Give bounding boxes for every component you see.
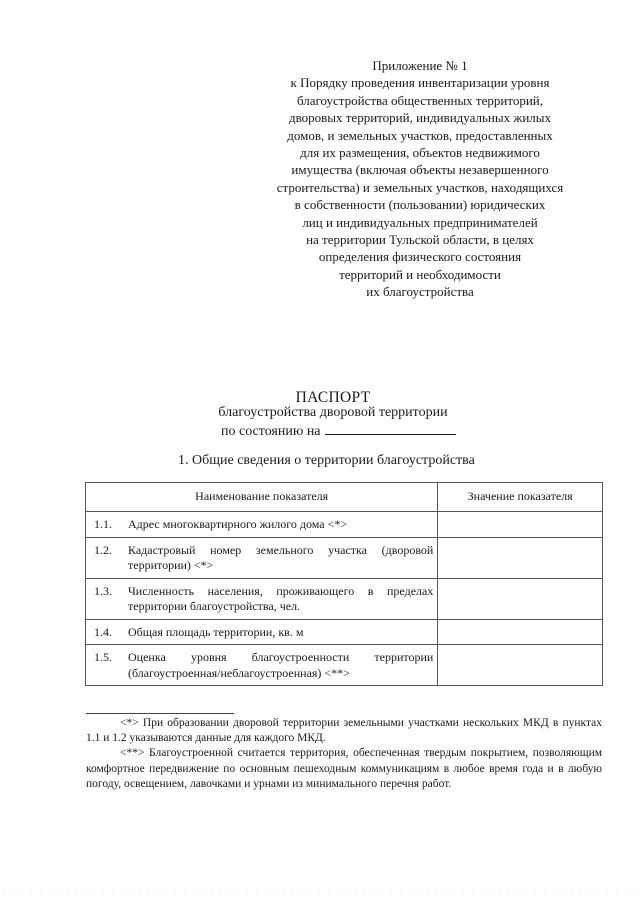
header-indicator-name: Наименование показателя [86, 483, 438, 512]
annex-line: определения физического состояния [318, 249, 522, 265]
section-heading: 1. Общие сведения о территории благоустройства [178, 453, 475, 468]
annex-line: к Порядку проведения инвентаризации уровня [290, 75, 550, 91]
annex-line: лиц и индивидуальных предпринимателей [302, 214, 538, 230]
row-number: 1.1. [94, 517, 112, 531]
row-label: Численность населения, проживающего в пределах территории благоустройства, чел. [128, 583, 434, 613]
table-row [86, 619, 603, 645]
annex-line: их благоустройства [366, 284, 474, 300]
as-of-date-line [221, 422, 456, 440]
indicator-cell [86, 619, 438, 645]
annex-line: Приложение № 1 [372, 58, 468, 73]
header-indicator-value: Значение показателя [438, 483, 603, 512]
footnotes [86, 716, 602, 792]
row-label: Кадастровый номер земельного участка (дворовой территории) <*> [128, 542, 434, 572]
row-label: Оценка уровня благоустроенности территории (благоустроенная/неблагоустроенная) <**> [128, 650, 434, 680]
scan-noise-footer [0, 888, 640, 894]
annex-line: для их размещения, объектов недвижимого [300, 145, 540, 161]
footnote: <**> Благоустроенной считается территория, обеспеченная твердым покрытием, позволяющим комфортное передвижение по основным пешеходным коммуникациям в любое время года и в любую погоду, освещением, лавочками и урнами из минимального перечня работ. [86, 747, 602, 790]
indicator-cell [86, 537, 438, 578]
annex-line: на территории Тульской области, в целях [306, 232, 534, 248]
as-of-date-blank[interactable] [325, 422, 456, 435]
value-cell[interactable] [438, 512, 603, 538]
document-subtitle: благоустройства дворовой территории [218, 405, 448, 420]
annex-header [255, 57, 585, 301]
annex-line: в собственности (пользовании) юридических [294, 197, 546, 213]
annex-line: имущества (включая объекты незавершенного [291, 162, 549, 178]
annex-line: дворовых территорий, индивидуальных жилых [288, 110, 552, 126]
value-cell[interactable] [438, 578, 603, 619]
document-title: ПАСПОРТ [295, 389, 371, 406]
row-label: Общая площадь территории, кв. м [128, 624, 304, 639]
row-number: 1.2. [94, 542, 112, 557]
indicator-cell [86, 645, 438, 686]
table-row [86, 645, 603, 686]
table-header-row [86, 483, 603, 512]
indicator-cell [86, 578, 438, 619]
row-label: Адрес многоквартирного жилого дома <*> [128, 517, 348, 531]
value-cell[interactable] [438, 537, 603, 578]
indicators-table [85, 482, 603, 686]
document-subtitle-block [0, 404, 640, 422]
annex-line: домов, и земельных участков, предоставленных [287, 127, 553, 143]
row-number: 1.3. [94, 583, 112, 598]
footnote: <*> При образовании дворовой территории земельными участками нескольких МКД в пунктах 1.1 и 1.2 указываются данные для каждого МКД. [86, 717, 602, 745]
footnote-divider [86, 713, 234, 714]
row-number: 1.5. [94, 650, 112, 664]
as-of-label: по состоянию на [221, 424, 321, 439]
value-cell[interactable] [438, 645, 603, 686]
annex-line: территорий и необходимости [339, 266, 501, 282]
row-number: 1.4. [94, 624, 112, 639]
value-cell[interactable] [438, 619, 603, 645]
table-row [86, 578, 603, 619]
indicator-cell [86, 512, 438, 538]
table-row [86, 537, 603, 578]
annex-line: благоустройства общественных территорий, [296, 92, 544, 108]
table-row [86, 512, 603, 538]
annex-line: строительства) и земельных участков, находящихся [276, 179, 564, 195]
